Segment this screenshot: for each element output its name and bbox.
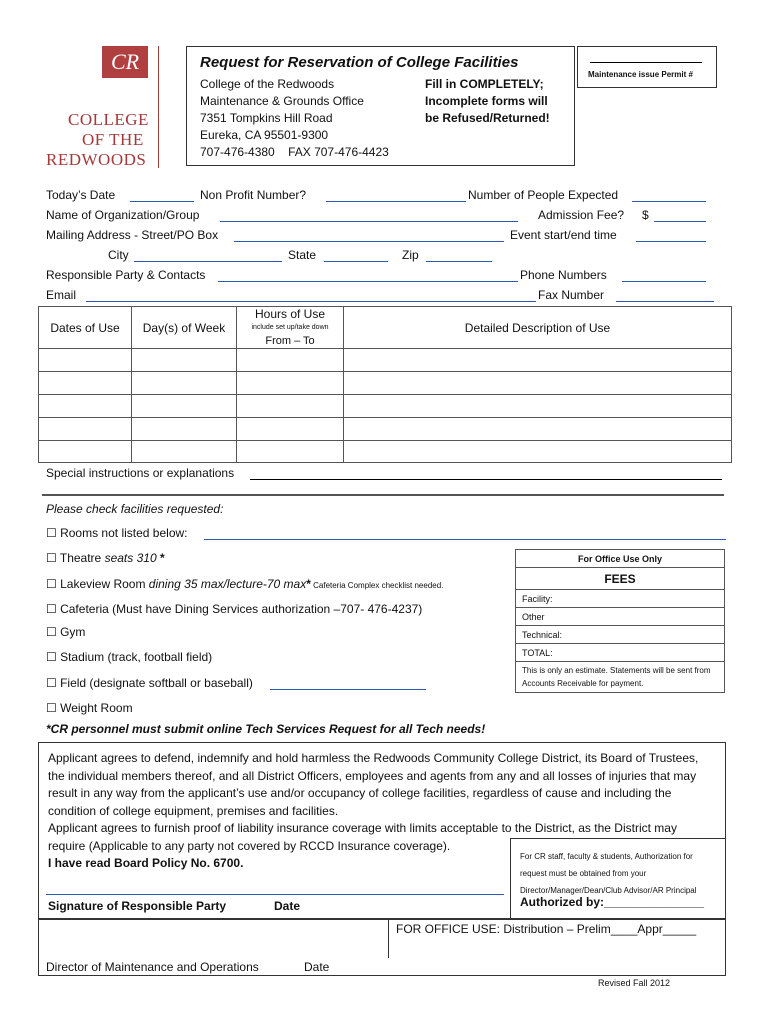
special-field[interactable]: [250, 479, 722, 480]
fee-other: Other: [516, 608, 725, 626]
num-people-label: Number of People Expected: [468, 188, 619, 202]
admission-label: Admission Fee?: [538, 208, 625, 222]
theatre-label: ☐ Theatre: [46, 551, 105, 565]
org-name-label: Name of Organization/Group: [46, 208, 200, 222]
address-line: Maintenance & Grounds Office: [200, 94, 364, 108]
signature-date-label: Date: [274, 899, 301, 913]
mailing-field[interactable]: [234, 241, 504, 242]
office-use-distribution: FOR OFFICE USE: Distribution – Prelim____Appr_____: [396, 922, 697, 936]
table-row[interactable]: [39, 372, 732, 395]
lakeview-asterisk: *: [306, 577, 311, 591]
city-label: City: [108, 248, 129, 262]
zip-field[interactable]: [426, 261, 492, 262]
lakeview-label: ☐ Lakeview Room: [46, 577, 149, 591]
fee-total: TOTAL:: [516, 644, 725, 662]
lakeview-checkbox[interactable]: [46, 577, 443, 591]
college-logo: [46, 46, 156, 174]
office-use-table: [515, 549, 725, 693]
cr-logo-mark: CR: [102, 46, 148, 78]
authorized-by[interactable]: Authorized by:_______________: [520, 895, 705, 909]
table-row[interactable]: [39, 441, 732, 463]
lakeview-capacity: dining 35 max/lecture-70 max: [148, 577, 307, 591]
director-label: Director of Maintenance and Operations: [46, 960, 259, 974]
todays-date-field[interactable]: [130, 201, 194, 202]
office-use-heading: For Office Use Only: [516, 550, 725, 568]
field-checkbox[interactable]: ☐ Field (designate softball or baseball): [46, 676, 253, 690]
fax-label: Fax Number: [538, 288, 605, 302]
warning-line: be Refused/Returned!: [425, 111, 550, 125]
table-row[interactable]: [39, 418, 732, 441]
theatre-checkbox[interactable]: [46, 551, 165, 565]
state-field[interactable]: [324, 261, 388, 262]
address-line: Eureka, CA 95501-9300: [200, 128, 329, 142]
fee-facility: Facility:: [516, 590, 725, 608]
address-block: [200, 76, 389, 161]
address-line: 7351 Tompkins Hill Road: [200, 111, 333, 125]
agreement-p2: Applicant agrees to furnish proof of liability insurance coverage with limits acceptable to the District, as the District may require (Applicable to any party not covered by RCCD Insurance coverage).: [48, 821, 677, 853]
hours-title: Hours of Use: [254, 306, 326, 321]
todays-date-label: Today’s Date: [46, 188, 116, 202]
warning-block: [425, 76, 550, 127]
revised-note: Revised Fall 2012: [598, 978, 671, 988]
mailing-label: Mailing Address - Street/PO Box: [46, 228, 219, 242]
state-label: State: [288, 248, 317, 262]
warning-line: Fill in COMPLETELY;: [425, 77, 544, 91]
facilities-heading: Please check facilities requested:: [46, 502, 224, 516]
cr-staff-note: For CR staff, faculty & students, Authorization for request must be obtained from your Director/Manager/Dean/Club Advisor/AR Principal: [520, 852, 697, 895]
fax-field[interactable]: [616, 301, 714, 302]
permit-box: [577, 46, 717, 88]
permit-label: Maintenance issue Permit #: [588, 70, 693, 79]
email-field[interactable]: [86, 301, 536, 302]
section-divider: [42, 494, 724, 496]
table-row[interactable]: [39, 349, 732, 372]
admission-field[interactable]: [654, 221, 706, 222]
director-date-label: Date: [304, 960, 330, 974]
lakeview-note: Cafeteria Complex checklist needed.: [310, 581, 444, 590]
footer-divider: [388, 918, 389, 958]
logo-line-1: COLLEGE: [68, 110, 149, 129]
special-label: Special instructions or explanations: [46, 466, 235, 480]
signature-field[interactable]: [46, 894, 504, 895]
field-designation-input[interactable]: [270, 689, 426, 690]
gym-checkbox[interactable]: ☐ Gym: [46, 625, 86, 639]
event-time-field[interactable]: [636, 241, 706, 242]
col-dates-header: Dates of Use: [39, 307, 132, 349]
fee-technical: Technical:: [516, 626, 725, 644]
non-profit-field[interactable]: [326, 201, 466, 202]
non-profit-label: Non Profit Number?: [200, 188, 307, 202]
board-policy: I have read Board Policy No. 6700.: [48, 856, 244, 870]
logo-line-2: OF THE: [82, 130, 144, 149]
logo-divider: [158, 46, 159, 168]
phone-label: Phone Numbers: [520, 268, 607, 282]
agreement-p1: Applicant agrees to defend, indemnify and hold harmless the Redwoods Community College District, its Board of Trustees, the individual members thereof, and all District Officers, employees and agents from any and all losses of injuries that may result in any way from the applicant’s use and/or occupancy of college facilities, regardless of cause and including the condition of college equipment, premises and facilities.: [48, 751, 699, 818]
zip-label: Zip: [402, 248, 419, 262]
address-line: College of the Redwoods: [200, 77, 335, 91]
page-title: Request for Reservation of College Facilities: [200, 54, 519, 71]
permit-field[interactable]: [590, 62, 702, 63]
cafeteria-checkbox[interactable]: ☐ Cafeteria (Must have Dining Services authorization –707- 476-4237): [46, 602, 423, 616]
col-desc-header: Detailed Description of Use: [344, 307, 732, 349]
col-days-header: Day(s) of Week: [132, 307, 237, 349]
email-label: Email: [46, 288, 77, 302]
table-row[interactable]: [39, 395, 732, 418]
use-table: [38, 306, 732, 463]
stadium-checkbox[interactable]: ☐ Stadium (track, football field): [46, 650, 213, 664]
city-field[interactable]: [134, 261, 282, 262]
responsible-field[interactable]: [218, 281, 518, 282]
cr-personnel-note: *CR personnel must submit online Tech Services Request for all Tech needs!: [46, 722, 486, 736]
fees-heading: FEES: [516, 568, 725, 590]
address-line: 707-476-4380 FAX 707-476-4423: [200, 145, 389, 159]
signature-label: Signature of Responsible Party: [48, 899, 227, 913]
phone-field[interactable]: [622, 281, 706, 282]
theatre-capacity: seats 310: [104, 551, 157, 565]
table-header-row: [39, 307, 732, 349]
responsible-label: Responsible Party & Contacts: [46, 268, 206, 282]
event-time-label: Event start/end time: [510, 228, 617, 242]
hours-note: include set up/take down: [251, 323, 329, 331]
num-people-field[interactable]: [632, 201, 706, 202]
warning-line: Incomplete forms will: [425, 94, 548, 108]
rooms-field[interactable]: [204, 539, 726, 540]
theatre-asterisk: *: [156, 551, 165, 565]
estimate-note: This is only an estimate. Statements will be sent from Accounts Receivable for payment.: [516, 662, 725, 693]
org-name-field[interactable]: [220, 221, 518, 222]
weight-checkbox[interactable]: ☐ Weight Room: [46, 701, 133, 715]
dollar-sign: $: [642, 208, 649, 222]
logo-line-3: REDWOODS: [46, 150, 147, 169]
hours-from-to: From – To: [265, 334, 315, 347]
rooms-checkbox[interactable]: ☐ Rooms not listed below:: [46, 526, 188, 540]
col-hours-header: [237, 307, 344, 349]
